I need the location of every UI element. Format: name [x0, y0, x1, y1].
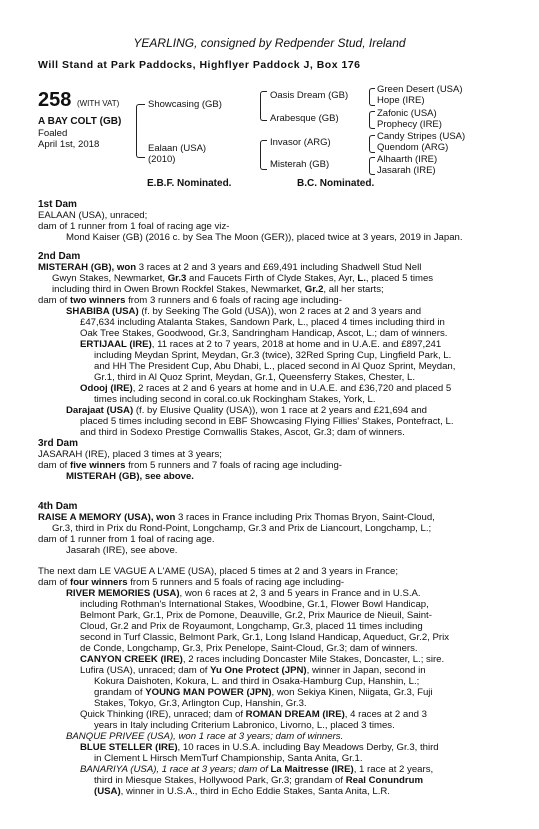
horse-name: Real Conundrum [345, 775, 423, 786]
text-span: from 3 runners and 6 foals of racing age including- [125, 295, 342, 306]
pedigree-dd: Misterah (GB) [270, 159, 330, 170]
pedigree-bracket-2 [260, 91, 267, 121]
next-dam-line: Cloud, Gr.2 and Prix de Royaumont, Longchamp, Gr.3, placed 11 times including [80, 621, 423, 632]
text-span: dam of [38, 460, 70, 471]
text-span: , 11 races at 2 to 7 years, 2018 at home and in U.A.E. and £897,241 [151, 339, 442, 350]
second-dam-line [38, 339, 518, 350]
next-dam-line: de Conde, Longchamp, Gr.3, Prix Penelope, Saint-Cloud, Gr.3; dam of winners. [80, 643, 418, 654]
text-span: , 2 races at 2 and 6 years at home and in U.A.E. and £36,720 and placed 5 [132, 383, 452, 394]
horse-name: Yu One Protect (JPN) [210, 665, 307, 676]
first-dam-line: dam of 1 runner from 1 foal of racing age viz- [38, 221, 230, 232]
second-dam-line: including Meydan Sprint, Meydan, Gr.3 (twice), 32Red Spring Cup, Lingfield Park, L. [94, 350, 452, 361]
horse-name: Darajaat (USA) [66, 405, 134, 416]
second-dam-line: and third in Sodexo Prestige Cornwallis Stakes, Ascot, Gr.3; dam of winners. [80, 427, 405, 438]
next-dam-line: Stakes, Tokyo, Gr.3, Arlington Cup, Hanshin, Gr.3. [94, 698, 307, 709]
text-span: , 10 races in U.S.A. including Bay Meadows Derby, Gr.3, third [177, 742, 439, 753]
next-dam-line: BANQUE PRIVEE (USA), won 1 race at 3 years; dam of winners. [66, 731, 344, 742]
winners-count: four winners [70, 577, 128, 588]
grade: L. [357, 273, 366, 284]
next-dam-line [38, 687, 518, 698]
pedigree-dsd: Quendom (ARG) [377, 142, 449, 153]
next-dam-line [38, 786, 518, 797]
text-span: , placed 5 times [365, 273, 434, 284]
next-dam-line: second in Turf Classic, Belmont Park, Gr.1, Long Island Handicap, Aqueduct, Gr.2, Prix [80, 632, 450, 643]
text-span: , all her starts; [323, 284, 384, 295]
second-dam-line [38, 295, 518, 306]
fourth-dam-line [38, 512, 518, 523]
pedigree-bracket-3 [260, 140, 267, 170]
grade: Gr.2 [304, 284, 324, 295]
second-dam-heading: 2nd Dam [38, 251, 81, 262]
pedigree-bracket-4 [369, 88, 375, 106]
text-span: , 4 races at 2 and 3 [344, 709, 427, 720]
third-dam-line [38, 460, 518, 471]
second-dam-line: times including second in coral.co.uk Rockingham Stakes, York, L. [94, 394, 376, 405]
text-span: , won Sekiya Kinen, Niigata, Gr.3, Fuji [271, 687, 433, 698]
vat-note: (WITH VAT) [76, 99, 120, 108]
text-span: (f. by Seeking The Gold (USA)), won 2 races at 2 and 3 years and [138, 306, 422, 317]
fourth-dam-heading: 4th Dam [38, 501, 78, 512]
pedigree-bracket-1 [136, 104, 145, 158]
pedigree-sdd: Prophecy (IRE) [377, 119, 442, 130]
pedigree-bracket-7 [369, 157, 375, 175]
horse-name: (USA) [94, 786, 121, 797]
second-dam-line: placed 5 times including second in EBF Showcasing Flying Fillies' Stakes, Pontefract, L. [80, 416, 454, 427]
text-span: , winner in Japan, second in [306, 665, 426, 676]
second-dam-line [38, 262, 518, 273]
next-dam-line [38, 665, 518, 676]
winners-count: five winners [70, 460, 126, 471]
first-dam-heading: 1st Dam [38, 199, 77, 210]
pedigree-dam-year: (2010) [148, 154, 176, 165]
next-dam-line: including Rothman's International Stakes, Woodbine, Gr.1, Flower Bowl Handicap, [80, 599, 429, 610]
third-dam-section [38, 438, 518, 482]
second-dam-line [38, 284, 518, 295]
first-dam-section [38, 199, 518, 243]
second-dam-section [38, 251, 518, 438]
first-dam-line: Mond Kaiser (GB) (2016 c. by Sea The Moon (GER)), placed twice at 3 years, 2019 in Japan. [66, 232, 463, 243]
text-span: 3 races in France including Prix Thomas Bryon, Saint-Cloud, [175, 512, 435, 523]
text-span: from 5 runners and 5 foals of racing age including- [127, 577, 345, 588]
next-dam-section [38, 566, 518, 797]
second-dam-line [38, 383, 518, 394]
ebf-nomination: E.B.F. Nominated. [147, 178, 232, 189]
horse-name: CANYON CREEK (IRE) [80, 654, 183, 665]
horse-name: Odooj (IRE) [80, 383, 133, 394]
horse-name: BLUE STELLER (IRE) [80, 742, 178, 753]
pedigree-sire: Showcasing (GB) [148, 99, 222, 110]
third-dam-line: MISTERAH (GB), see above. [66, 471, 194, 482]
page-title: YEARLING, consigned by Redpender Stud, Ireland [133, 36, 406, 50]
horse-name: MISTERAH (GB), won [38, 262, 137, 273]
first-dam-line: EALAAN (USA), unraced; [38, 210, 148, 221]
text-span: BANARIYA (USA), 1 race at 3 years; dam of [80, 764, 271, 775]
fourth-dam-line: Gr.3, third in Prix du Rond-Point, Longchamp, Gr.3 and Prix de Liancourt, Longchamp, L.; [52, 523, 432, 534]
pedigree-bracket-5 [369, 111, 375, 129]
fourth-dam-line: Jasarah (IRE), see above. [66, 545, 178, 556]
fourth-dam-section [38, 501, 518, 556]
next-dam-line: in Clement L Hirsch MemTurf Championship, Santa Anita, Gr.1. [94, 753, 363, 764]
horse-name: RAISE A MEMORY (USA), won [38, 512, 176, 523]
text-span: dam of [38, 577, 70, 588]
pedigree-dss: Candy Stripes (USA) [377, 131, 466, 142]
text-span: , 1 race at 2 years, [353, 764, 434, 775]
text-span: third in Miesque Stakes, Hollywood Park, Gr.3; grandam of [94, 775, 346, 786]
second-dam-line [38, 306, 518, 317]
winners-count: two winners [70, 295, 126, 306]
third-dam-heading: 3rd Dam [38, 438, 79, 449]
next-dam-line [38, 764, 518, 775]
pedigree-ss: Oasis Dream (GB) [270, 90, 349, 101]
next-dam-line [38, 709, 518, 720]
second-dam-line [38, 405, 518, 416]
pedigree-ddd: Jasarah (IRE) [377, 165, 436, 176]
text-span: and Faucets Firth of Clyde Stakes, Ayr, [186, 273, 358, 284]
horse-name: SHABIBA (USA) [66, 306, 139, 317]
fourth-dam-line: dam of 1 runner from 1 foal of racing age. [38, 534, 215, 545]
text-span: 3 races at 2 and 3 years and £69,491 including Shadwell Stud Nell [136, 262, 422, 273]
horse-name: YOUNG MAN POWER (JPN) [145, 687, 272, 698]
horse-name: La Maitresse (IRE) [270, 764, 354, 775]
text-span: dam of [38, 295, 70, 306]
text-span: (f. by Elusive Quality (USA)), won 1 race at 2 years and £21,694 and [133, 405, 428, 416]
horse-name: RIVER MEMORIES (USA) [66, 588, 180, 599]
next-dam-line: years in Italy including Criterium Labronico, Livorno, L., placed 3 times. [94, 720, 395, 731]
next-dam-line [38, 654, 518, 665]
second-dam-line: Oak Tree Stakes, Goodwood, Gr.3, Sandringham Handicap, Ascot, L.; dam of winners. [80, 328, 448, 339]
second-dam-line: and HH The President Cup, Abu Dhabi, L., placed second in Al Quoz Sprint, Meydan, [94, 361, 456, 372]
text-span: including third in Owen Brown Rockfel Stakes, Newmarket, [52, 284, 305, 295]
stand-location: Will Stand at Park Paddocks, Highflyer Paddock J, Box 176 [38, 59, 361, 71]
grade: Gr.3 [167, 273, 187, 284]
second-dam-line [38, 273, 518, 284]
text-span: Quick Thinking (IRE), unraced; dam of [80, 709, 246, 720]
next-dam-line [38, 775, 518, 786]
second-dam-line: Gr.1, third in Al Quoz Sprint, Meydan, Gr.1, Queensferry Stakes, Chester, L. [94, 372, 416, 383]
horse-name: ERTIJAAL (IRE) [80, 339, 152, 350]
pedigree-sd: Arabesque (GB) [270, 113, 339, 124]
second-dam-line: £47,634 including Atalanta Stakes, Sandown Park, L., placed 4 times including third in [80, 317, 445, 328]
pedigree-sss: Green Desert (USA) [377, 84, 463, 95]
next-dam-line [38, 742, 518, 753]
text-span: , 2 races including Doncaster Mile Stakes, Doncaster, L.; sire. [182, 654, 445, 665]
foaled-date: April 1st, 2018 [38, 139, 100, 150]
lot-number-value: 258 [38, 89, 72, 111]
pedigree-dam: Ealaan (USA) [148, 143, 207, 154]
next-dam-line: Kokura Daishoten, Kokura, L. and third in Osaka-Hamburg Cup, Hanshin, L.; [94, 676, 420, 687]
next-dam-line [38, 577, 518, 588]
text-span: Gwyn Stakes, Newmarket, [52, 273, 168, 284]
text-span: grandam of [94, 687, 146, 698]
foaled-label: Foaled [38, 128, 68, 139]
third-dam-line: JASARAH (IRE), placed 3 times at 3 years; [38, 449, 222, 460]
bc-nomination: B.C. Nominated. [297, 178, 375, 189]
next-dam-line: The next dam LE VAGUE A L'AME (USA), placed 5 times at 2 and 3 years in France; [38, 566, 398, 577]
pedigree-ds: Invasor (ARG) [270, 137, 331, 148]
text-span: from 5 runners and 7 foals of racing age including- [125, 460, 342, 471]
pedigree-ssd: Hope (IRE) [377, 95, 425, 106]
lot-number [38, 90, 119, 114]
pedigree-dds: Alhaarth (IRE) [377, 154, 438, 165]
horse-name: ROMAN DREAM (IRE) [245, 709, 345, 720]
text-span: , winner in U.S.A., third in Echo Eddie Stakes, Santa Anita, L.R. [120, 786, 390, 797]
next-dam-line: Belmont Park, Gr.1, Prix de Pomone, Deauville, Gr.2, Prix Maurice de Nieuil, Saint- [80, 610, 432, 621]
horse-description: A BAY COLT (GB) [38, 116, 122, 127]
text-span: , won 6 races at 2, 3 and 5 years in France and in U.S.A. [179, 588, 421, 599]
next-dam-line [38, 588, 518, 599]
text-span: Lufira (USA), unraced; dam of [80, 665, 211, 676]
pedigree-sds: Zafonic (USA) [377, 108, 437, 119]
pedigree-bracket-6 [369, 135, 375, 153]
